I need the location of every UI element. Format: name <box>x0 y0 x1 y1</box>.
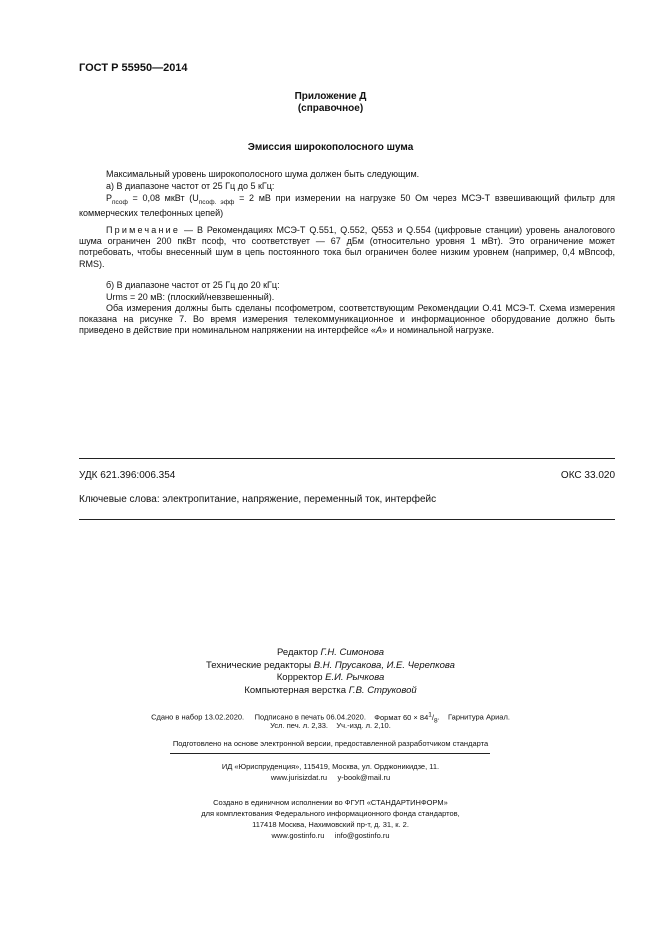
imprint-format: Формат $60 \times 84^1/_8$ <box>374 711 438 724</box>
para-measurement-end: » и номинальной нагрузке. <box>381 325 494 336</box>
imprint-line1: Сдано в набор 13.02.2020. Подписано в печать 06.04.2020. Формат $60 \times 84^1/_8$. Гарнитура Ариал. <box>151 711 510 724</box>
formula-a-u-sub: псоф. эфф <box>198 198 235 206</box>
imprint-line2: Усл. печ. л. 2,33. Уч.-изд. л. 2,10. <box>270 721 391 730</box>
credit-editor-label: Редактор <box>276 647 321 658</box>
imprint-line9: www.gostinfo.ru info@gostinfo.ru <box>271 831 390 840</box>
credit-tech-label: Технические редакторы <box>206 659 314 671</box>
credits-block <box>0 647 661 697</box>
credit-layout <box>0 685 661 698</box>
standard-header: ГОСТ Р 55950—2014 <box>79 62 188 74</box>
imprint-format-num: 1 <box>428 711 432 718</box>
note-block <box>79 225 615 270</box>
item-a: а) В диапазоне частот от 25 Гц до 5 кГц: <box>106 181 275 191</box>
note-label: Примечание <box>106 225 181 235</box>
imprint-typeset: Сдано в набор 13.02.2020. <box>151 712 245 722</box>
section-title: Эмиссия широкополосного шума <box>247 142 414 153</box>
imprint-format-pre: Формат 60 × 84 <box>374 712 429 722</box>
formula-a-p-sub: псоф <box>112 198 128 206</box>
oks-code: ОКС 33.020 <box>560 470 615 481</box>
formula-a-value: = 0,08 мкВт (U <box>127 193 199 203</box>
imprint-divider <box>170 753 490 754</box>
formula-a-tail: = 2 мВ при измерении на нагрузке 50 Ом через МСЭ-Т взвешивающий фильтр для коммерческих телефонных цепей) <box>79 193 615 218</box>
credit-corrector-label: Корректор <box>276 672 326 683</box>
formula-a-p: P <box>106 193 113 203</box>
formula-b: Urms = 20 мВ: (плоский/невзвешенный). <box>106 292 275 302</box>
credit-tech-names: В.Н. Прусакова, И.Е. Черепкова <box>313 659 455 671</box>
credit-corrector <box>0 672 661 685</box>
imprint-line4: ИД «Юриспруденция», 115419, Москва, ул. Орджоникидзе, 11. <box>221 762 440 771</box>
note-text: — В Рекомендациях МСЭ-Т Q.551, Q.552, Q553 и Q.554 (цифровые станции) уровень аналогового шума ограничен 200 пкВт псоф, что соответствует — 67 дБм (относительно уровня 1 мВт). Это ограничение может потребовать, чтобы внесенный шум в цепь постоянного тока был ограничен более низким уровнем (например, 0,4 мВпсоф, RMS). <box>79 225 615 269</box>
credit-layout-name: Г.В. Струковой <box>348 684 417 696</box>
imprint-line5: www.jurisizdat.ru y-book@mail.ru <box>270 773 391 782</box>
appendix-title: Приложение Д <box>294 91 367 102</box>
keywords: Ключевые слова: электропитание, напряжение, переменный ток, интерфейс <box>79 494 437 505</box>
imprint-format-den: 8 <box>433 717 438 724</box>
para-measurement <box>79 303 615 337</box>
imprint-line3: Подготовлено на основе электронной версии, предоставленной разработчиком стандарта <box>172 739 489 748</box>
imprint-font: Гарнитура Ариал. <box>448 712 510 722</box>
para-measurement-text: Оба измерения должны быть сделаны псофометром, соответствующим Рекомендации О.41 МСЭ-Т. Схема измерения показана на рисунке 7. Во время измерения телекоммуникационное и информационное оборудование должно быть приведено в действие при номинальном напряжении на интерфейсе « <box>79 303 615 336</box>
imprint-line6: Создано в единичном исполнении во ФГУП «СТАНДАРТИНФОРМ» <box>213 798 448 807</box>
interface-letter: A <box>375 325 382 336</box>
udk-code: УДК 621.396:006.354 <box>79 470 176 481</box>
top-divider <box>79 458 615 459</box>
imprint-line7: для комплектования Федерального информационного фонда стандартов, <box>201 809 460 818</box>
para-intro: Максимальный уровень широкополосного шума должен быть следующим. <box>106 169 420 179</box>
item-b: б) В диапазоне частот от 25 Гц до 20 кГц: <box>106 280 280 290</box>
credit-editor <box>0 647 661 660</box>
credit-layout-label: Компьютерная верстка <box>244 684 349 696</box>
formula-a <box>79 193 615 219</box>
credit-corrector-name: Е.И. Рычкова <box>325 672 385 683</box>
imprint-line8: 117418 Москва, Нахимовский пр-т, д. 31, к. 2. <box>252 820 409 829</box>
appendix-heading <box>0 91 661 115</box>
credit-tech <box>0 660 661 673</box>
appendix-note: (справочное) <box>297 103 364 114</box>
imprint-signed: Подписано в печать 06.04.2020. <box>254 712 366 722</box>
credit-editor-name: Г.Н. Симонова <box>320 647 385 658</box>
bottom-divider <box>79 519 615 520</box>
